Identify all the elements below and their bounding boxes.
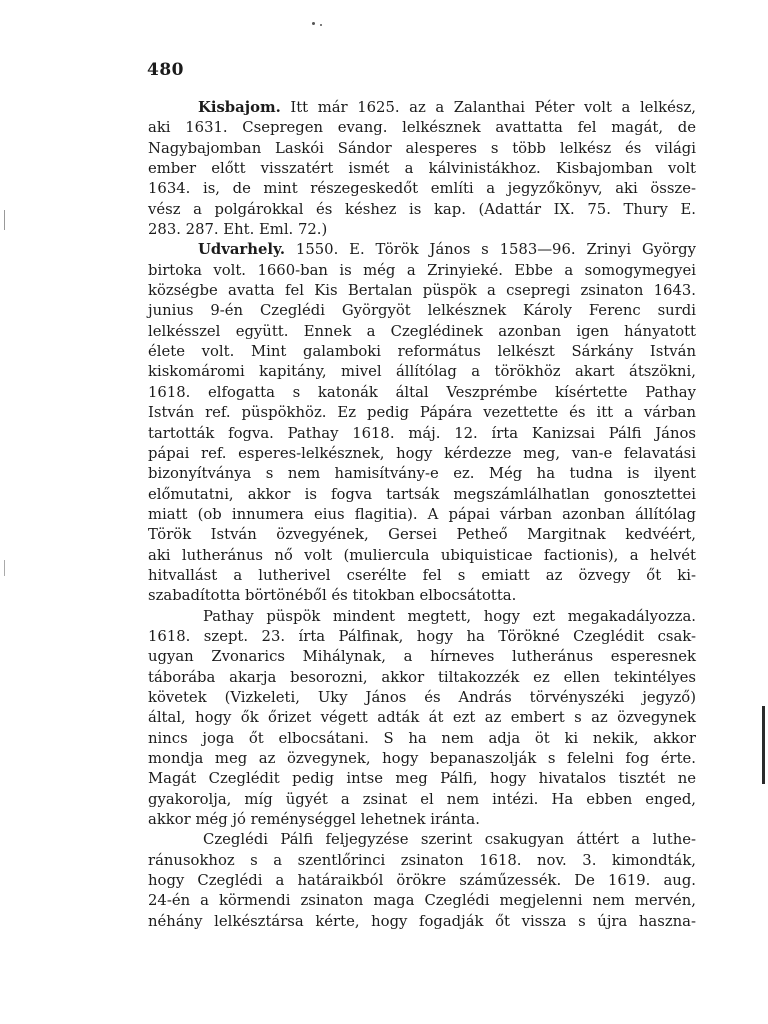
- text-line: birtoka volt. 1660-ban is még a Zrinyieké. Ebbe a somogymegyei: [148, 261, 696, 279]
- text-line: szabadította börtönéből és titokban elbocsátotta.: [148, 587, 517, 605]
- text-line: pápai ref. esperes-lelkésznek, hogy kérdezze meg, van-e felavatási: [148, 444, 696, 462]
- text-line: miatt (ob innumera eius flagitia). A pápai várban azonban állítólag: [148, 505, 696, 523]
- text-line: nincs joga őt elbocsátani. S ha nem adja öt ki nekik, akkor: [148, 729, 696, 747]
- text-run: 1550. E. Török János s 1583—96. Zrinyi György: [285, 241, 696, 259]
- paragraph: [148, 607, 696, 831]
- text-line: ugyan Zvonarics Mihálynak, a hírneves lutheránus esperesnek: [148, 648, 696, 666]
- text-line: követek (Vizkeleti, Uky János és András törvényszéki jegyző): [148, 688, 696, 706]
- text-line: mondja meg az özvegynek, hogy bepanaszolják s felelni fog érte.: [148, 750, 696, 767]
- text-line: Pathay püspök mindent megtett, hogy ezt megakadályozza.: [203, 607, 696, 625]
- scan-edge-mark: [4, 210, 5, 230]
- text-line: Nagybajomban Laskói Sándor alesperes s több lelkész és világi: [148, 139, 696, 157]
- entry-udvarhely: [148, 240, 696, 606]
- text-line: községbe avatta fel Kis Bertalan püspök a csepregi zsinaton 1643.: [148, 282, 696, 300]
- text-line: ránusokhoz s a szentlőrinci zsinaton 1618. nov. 3. kimondták,: [148, 851, 696, 869]
- text-line: táborába akarja besorozni, akkor tiltakozzék ez ellen tekintélyes: [148, 668, 696, 686]
- text-line: vész a polgárokkal és késhez is kap. (Adattár IX. 75. Thury E.: [148, 200, 696, 218]
- text-line: gyakorolja, míg ügyét a zsinat el nem intézi. Ha ebben enged,: [148, 790, 696, 808]
- scan-speck: [312, 22, 315, 25]
- text-line: aki lutheránus nő volt (muliercula ubiquisticae factionis), a helvét: [148, 546, 696, 564]
- text-line: tartották fogva. Pathay 1618. máj. 12. írta Kanizsai Pálfi János: [148, 424, 696, 442]
- text-line: élete volt. Mint galamboki református lelkészt Sárkány István: [148, 343, 696, 361]
- text-line: junius 9-én Czeglédi Györgyöt lelkésznek Károly Ferenc surdi: [148, 302, 696, 320]
- text-line: által, hogy ők őrizet végett adták át ezt az embert s az özvegynek: [148, 709, 696, 727]
- text-line: 1618. elfogatta s katonák által Veszprémbe kísértette Pathay: [148, 383, 696, 401]
- paragraph: [148, 830, 696, 932]
- text-line: hogy Czeglédi a határaikból örökre száműzessék. De 1619. aug.: [148, 872, 696, 890]
- scan-speck: [320, 24, 322, 26]
- text-line: István ref. püspökhöz. Ez pedig Pápára vezettette és itt a várban: [148, 404, 696, 422]
- text-line: Czeglédi Pálfi feljegyzése szerint csakugyan áttért a luthe-: [203, 831, 696, 849]
- entry-heading: Kisbajom.: [198, 99, 281, 116]
- text-line: [148, 240, 696, 260]
- page-number: 480: [147, 60, 184, 80]
- text-line: 24-én a körmendi zsinaton maga Czeglédi megjelenni nem mervén,: [148, 892, 696, 910]
- text-run: Itt már 1625. az a Zalanthai Péter volt a lelkész,: [280, 99, 696, 116]
- entry-kisbajom: [148, 98, 696, 240]
- text-line: 1618. szept. 23. írta Pálfinak, hogy ha Törökné Czeglédit csak-: [148, 627, 696, 645]
- text-line: hitvallást a lutherivel cserélte fel s emiatt az özvegy őt ki-: [148, 566, 696, 584]
- text-line: [148, 98, 696, 118]
- text-line: akkor még jó reménységgel lehetnek iránta.: [148, 811, 480, 829]
- text-line: előmutatni, akkor is fogva tartsák megszámlálhatlan gonosztettei: [148, 485, 696, 503]
- text-line: lelkésszel együtt. Ennek a Czeglédinek azonban igen hányatott: [148, 322, 696, 340]
- text-line: Magát Czeglédit pedig intse meg Pálfi, hogy hivatalos tisztét ne: [148, 770, 696, 788]
- text-line: aki 1631. Csepregen evang. lelkésznek avattatta fel magát, de: [148, 119, 696, 137]
- scan-edge-mark: [4, 560, 5, 576]
- entry-heading: Udvarhely.: [198, 241, 286, 259]
- text-line: Török István özvegyének, Gersei Petheő Margitnak kedvéért,: [148, 526, 696, 544]
- scan-edge-mark: [762, 706, 765, 784]
- text-line: 1634. is, de mint részegeskedőt említi a jegyzőkönyv, aki össze-: [148, 180, 696, 198]
- text-line: ember előtt visszatért ismét a kálvinistákhoz. Kisbajomban volt: [148, 160, 696, 178]
- body-text: [148, 98, 696, 932]
- text-line: néhány lelkésztársa kérte, hogy fogadják őt vissza s újra haszna-: [148, 912, 696, 930]
- text-line: bizonyítványa s nem hamisítvány-e ez. Még ha tudna is ilyent: [148, 465, 696, 483]
- text-line: kiskomáromi kapitány, mivel állítólag a törökhöz akart átszökni,: [148, 363, 696, 381]
- text-line: 283. 287. Eht. Eml. 72.): [148, 221, 328, 239]
